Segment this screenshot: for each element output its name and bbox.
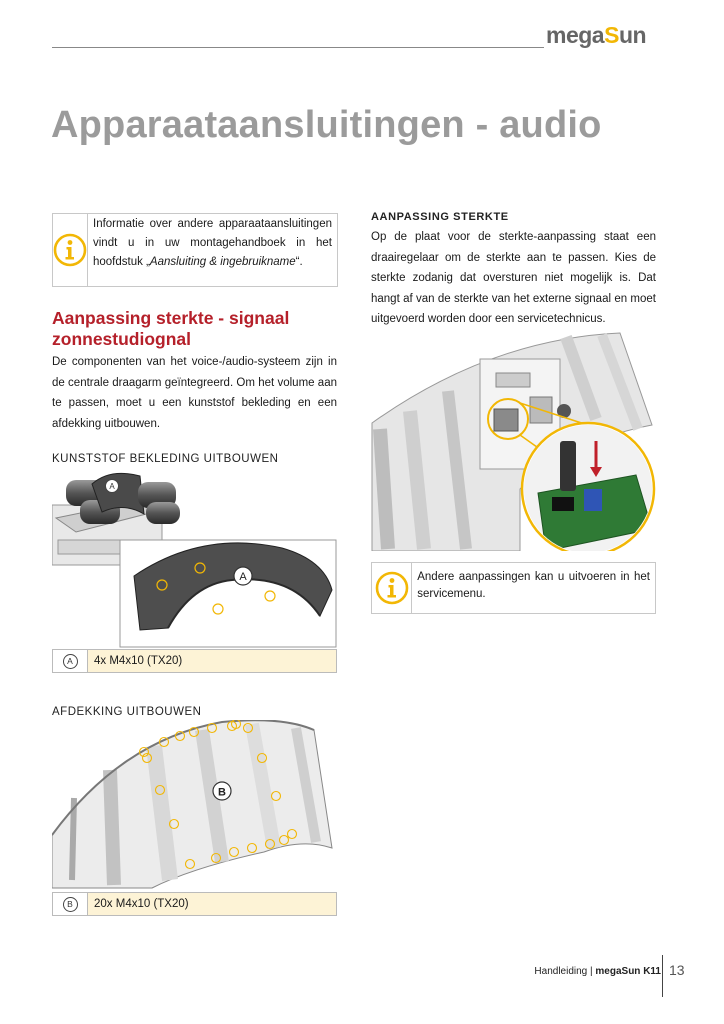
legend-row-b	[52, 892, 337, 916]
info-icon	[375, 571, 409, 605]
info-box	[371, 562, 656, 614]
section-heading: Aanpassing sterkte - signaal zonnestudiognal	[52, 308, 290, 349]
info-box	[52, 213, 338, 287]
step2-label: AFDEKKING UITBOUWEN	[52, 706, 202, 718]
info-icon-cell	[372, 563, 412, 613]
legend-value: 4x M4x10 (TX20)	[88, 650, 336, 672]
plastic-cover-illustration	[52, 470, 338, 648]
adjustment-label: AANPASSING STERKTE	[371, 211, 509, 223]
section-intro: De componenten van het voice-/audio-systeem zijn in de centrale draagarm geïntegreerd. Om het volume aan te passen, moet u een kunststof bekleding en een afdekking uitbouwen.	[52, 356, 337, 430]
step1-label: KUNSTSTOF BEKLEDING UITBOUWEN	[52, 453, 279, 465]
megasun-logo: megaSun	[546, 22, 647, 48]
page-number: 13	[669, 962, 685, 978]
info-icon	[53, 233, 87, 267]
legend-row-a	[52, 649, 337, 673]
cover-illustration	[52, 720, 338, 890]
legend-value: 20x M4x10 (TX20)	[88, 893, 336, 915]
info-text: Informatie over andere apparaataansluitingen vindt u in uw montagehandboek in het hoofdstuk „Aansluiting & ingebruikname“.	[93, 218, 332, 268]
marker-a: A	[63, 654, 78, 669]
footer-divider	[662, 955, 663, 997]
info-icon-cell	[53, 214, 88, 286]
marker-b: B	[63, 897, 78, 912]
adjustment-text: Op de plaat voor de sterkte-aanpassing staat een draairegelaar om de sterkte aan te passen. Kies de sterkte zodanig dat oversturen niet mogelijk is. Dat hangt af van de sterkte van het externe signaal en moet uitgevoerd worden door een servicetechnicus.	[371, 231, 656, 325]
header-rule	[52, 47, 544, 48]
svg-text:B: B	[218, 786, 226, 799]
page-title: Apparaataansluitingen - audio	[51, 104, 602, 146]
footer-text: Handleiding | megaSun K11	[534, 966, 661, 977]
legend-key-cell	[53, 893, 88, 915]
legend-key-cell	[53, 650, 88, 672]
control-board-illustration	[370, 329, 657, 551]
svg-text:A: A	[109, 482, 115, 491]
info-text: Andere aanpassingen kan u uitvoeren in het servicemenu.	[417, 571, 650, 600]
svg-text:A: A	[239, 571, 247, 583]
